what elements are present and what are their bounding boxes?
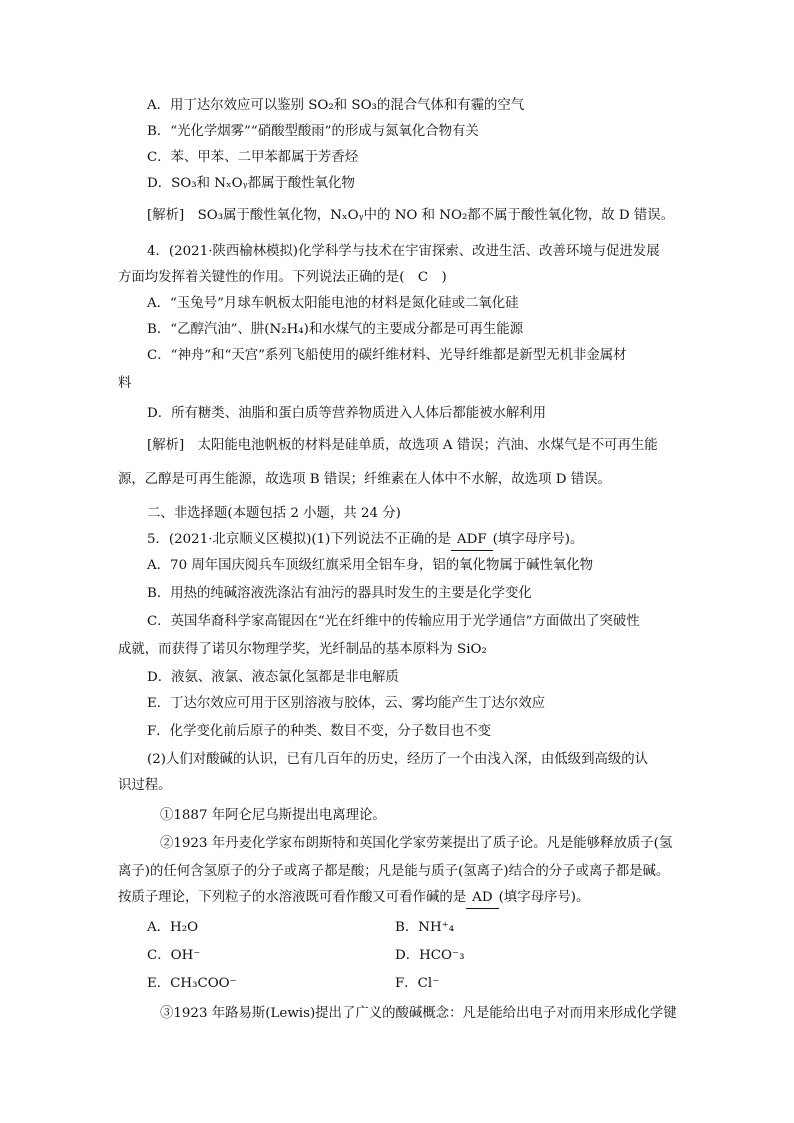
stem-tail: (填字母序号)。 [492,532,584,547]
stem-text: 按质子理论，下列粒子的水溶液既可看作酸又可看作碱的是 [118,890,467,905]
q5-option-d: D．液氨、液氯、液态氯化氢都是非电解质 [147,670,399,685]
stem-tail: (填字母序号)。 [498,890,590,905]
q5-point-3: ③1923 年路易斯(Lewis)提出了广义的酸碱概念：凡是能给出电子对而用来形成化学键 [160,1006,677,1021]
option-d-line: D．SO₃和 NₓOᵧ都属于酸性氧化物 [147,176,355,191]
question-4-stem: 4．(2021·陕西榆林模拟)化学科学与技术在宇宙探索、改进生活、改善环境与促进发展 [147,244,660,259]
q5-point-1: ①1887 年阿仑尼乌斯提出电离理论。 [160,808,386,823]
answer-blank: AD [466,888,498,909]
stem-text: 方面均发挥着关键性的作用。下列说法正确的是( [118,270,418,285]
question-4-stem-cont [118,268,447,288]
choice-c: C．OH⁻ [147,948,201,963]
q5-option-c: C．英国华裔科学家高锟因在“光在纤维中的传输应用于光学通信”方面做出了突破性 [147,614,640,629]
option-c-line: C．苯、甲苯、二甲苯都属于芳香烃 [147,150,359,165]
q5-point-2: ②1923 年丹麦化学家布朗斯特和英国化学家劳莱提出了质子论。凡是能够释放质子(氢 [160,836,673,851]
option-a-line: A．用丁达尔效应可以鉴别 SO₂和 SO₃的混合气体和有霾的空气 [147,98,525,113]
section-heading: 二、非选择题(本题包括 2 小题，共 24 分) [147,506,401,521]
answer-mark: C [417,270,429,285]
choice-e: E．CH₃COO⁻ [147,976,237,991]
q5-option-e: E．丁达尔效应可用于区别溶液与胶体，云、雾均能产生丁达尔效应 [147,696,546,711]
q4-option-b: B．“乙醇汽油”、肼(N₂H₄)和水煤气的主要成分都是可再生能源 [147,322,524,337]
choice-f: F．Cl⁻ [395,976,440,991]
option-b-line: B．“光化学烟雾”“硝酸型酸雨”的形成与氮氧化合物有关 [147,124,479,139]
q5-part2: (2)人们对酸碱的认识，已有几百年的历史，经历了一个由浅入深，由低级到高级的认 [147,752,649,767]
choice-b: B．NH⁺₄ [395,920,455,935]
q5-option-c-cont: 成就，而获得了诺贝尔物理学奖，光纤制品的基本原料为 SiO₂ [118,642,487,657]
choice-d: D．HCO⁻₃ [395,948,465,963]
q4-analysis: [解析] 太阳能电池帆板的材料是硅单质，故选项 A 错误；汽油、水煤气是不可再生能 [147,438,658,453]
q5-option-f: F．化学变化前后原子的种类、数目不变，分子数目也不变 [147,724,492,739]
q5-part2-cont: 识过程。 [118,778,172,793]
analysis-line: [解析] SO₃属于酸性氧化物，NₓOᵧ中的 NO 和 NO₂都不属于酸性氧化物，故 D 错误。 [147,208,675,223]
q5-option-b: B．用热的纯碱溶液洗涤沾有油污的器具时发生的主要是化学变化 [147,586,532,601]
stem-close: ) [428,270,447,285]
q4-option-d: D．所有糖类、油脂和蛋白质等营养物质进入人体后都能被水解利用 [147,406,547,421]
q5-point-2-cont: 离子)的任何含氢原子的分子或离子都是酸；凡是能与质子(氢离子)结合的分子或离子都是碱。 [118,864,670,879]
q4-option-c: C．“神舟”和“天宫”系列飞船使用的碳纤维材料、光导纤维都是新型无机非金属材 [147,348,627,363]
q5-point-2-question [118,888,589,909]
q5-option-a: A．70 周年国庆阅兵车顶级红旗采用全铝车身，铝的氧化物属于碱性氧化物 [147,558,594,573]
q4-option-a: A．“玉兔号”月球车帆板太阳能电池的材料是氮化硅或二氧化硅 [147,296,519,311]
q4-analysis-cont: 源，乙醇是可再生能源，故选项 B 错误；纤维素在人体中不水解，故选项 D 错误。 [118,472,611,487]
question-5-stem [147,530,583,551]
answer-blank: ADF [451,530,493,551]
stem-text: 5．(2021·北京顺义区模拟)(1)下列说法不正确的是 [147,532,451,547]
choice-a: A．H₂O [147,920,199,935]
q4-option-c-cont: 料 [118,376,132,391]
